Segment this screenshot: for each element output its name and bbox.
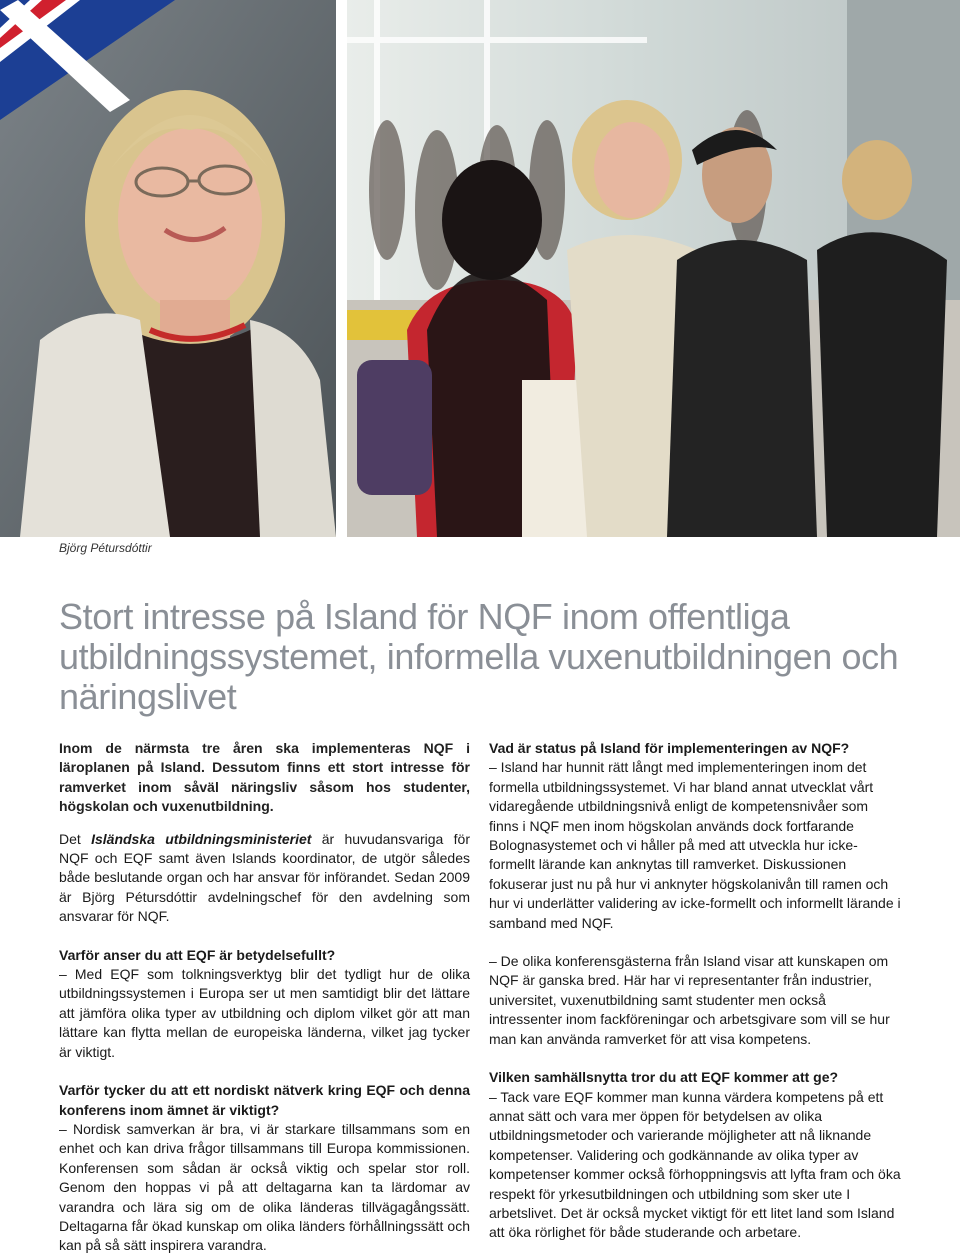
answer-2: – Nordisk samverkan är bra, vi är starkare tillsammans som en enhet och kan driva frågor tillsammans till Europa kommissionen. Konferensen som sådan är också viktig och spelar stor roll. Genom den hoppas vi på att deltagarna kan ta lärdomar av varandra och lära sig om de olika länderas tillvägagångssätt. Deltagarna får ökad kunskap om olika länders förhållningssätt och kan på så sätt inspirera varandra.	[59, 1120, 470, 1254]
article-column-left	[59, 739, 470, 1256]
intro-paragraph: Det Isländska utbildningsministeriet är huvudansvariga för NQF och EQF samt även Islands koordinator, de utgör således både beslutande organ och har ansvar för införandet. Sedan 2009 är Björg Pétursdóttir avdelningschef för den avdelning som ansvarar för NQF.	[59, 830, 470, 925]
article-column-right	[489, 739, 901, 1243]
question-2: Varför tycker du att ett nordiskt nätverk kring EQF och denna konferens inom ämnet är viktigt?	[59, 1082, 470, 1118]
ministry-name: Isländska utbildningsministeriet	[91, 830, 312, 847]
article-lead: Inom de närmsta tre åren ska implementeras NQF i läroplanen på Island. Dessutom finns ett stort intresse för ramverket inom såväl näringsliv såsom hos studenter, högskolan och vuxenutbildning.	[59, 740, 470, 815]
question-1: Varför anser du att EQF är betydelsefullt?	[59, 946, 336, 963]
answer-1: – Med EQF som tolkningsverktyg blir det tydligt hur de olika utbildningssystemen i Europa ser ut men samtidigt blir det lättare att jämföra olika typer av utbildning och diplom vilket gör att man lättare kan flytta mellan de europeiska länderna, vilket jag tycker är viktigt.	[59, 966, 470, 1060]
article-headline: Stort intresse på Island för NQF inom offentliga utbildningssystemet, informella vuxenutbildningen och näringslivet	[59, 596, 899, 717]
question-4: Vilken samhällsnytta tror du att EQF kommer att ge?	[489, 1069, 839, 1086]
answer-3: – Island har hunnit rätt långt med implementeringen inom det formella utbildningssystemet. Vi har bland annat utvecklat vårt vidaregående utbildningsnivå enligt de kompetensnivåer som finns i NQF men inom högskolan används dock fortfarande Bolognasystemet och vi håller på med att utveckla hur icke-formellt lärande kan anknytas till ramverket. Diskussionen fokuserar just nu på hur vi anknyter högskolanivån till ramen och hur vi underlätter validering av icke-formellt och informellt lärande i samband med NQF.	[489, 759, 901, 931]
conference-photo	[347, 0, 960, 537]
portrait-photo	[0, 0, 336, 537]
answer-4: – Tack vare EQF kommer man kunna värdera kompetens på ett annat sätt och vara mer öppen för betydelsen av olika utbildningsmetoder och varierande möjligheter att nå liknande kompetenser. Validering och godkännande av olika typer av kompetenser kommer också förhoppningsvis att lyfta fram och öka respekt för yrkesutbildningen och utbildning som sker ute I arbetslivet. Det är också mycket viktigt för ett litet land som Island att öka rörlighet för både studerande och arbetare.	[489, 1088, 901, 1241]
photo-caption: Björg Pétursdóttir	[59, 541, 152, 555]
answer-3-continued: – De olika konferensgästerna från Island visar att kunskapen om NQF är ganska bred. Här har vi representanter från industrier, universitet, vuxenutbildning samt studenter men också intressenter inom fackföreningar och arbetsgivare som vill se hur man kan använda ramverket för att visa kompetens.	[489, 953, 890, 1047]
question-3: Vad är status på Island för implementeringen av NQF?	[489, 740, 850, 756]
